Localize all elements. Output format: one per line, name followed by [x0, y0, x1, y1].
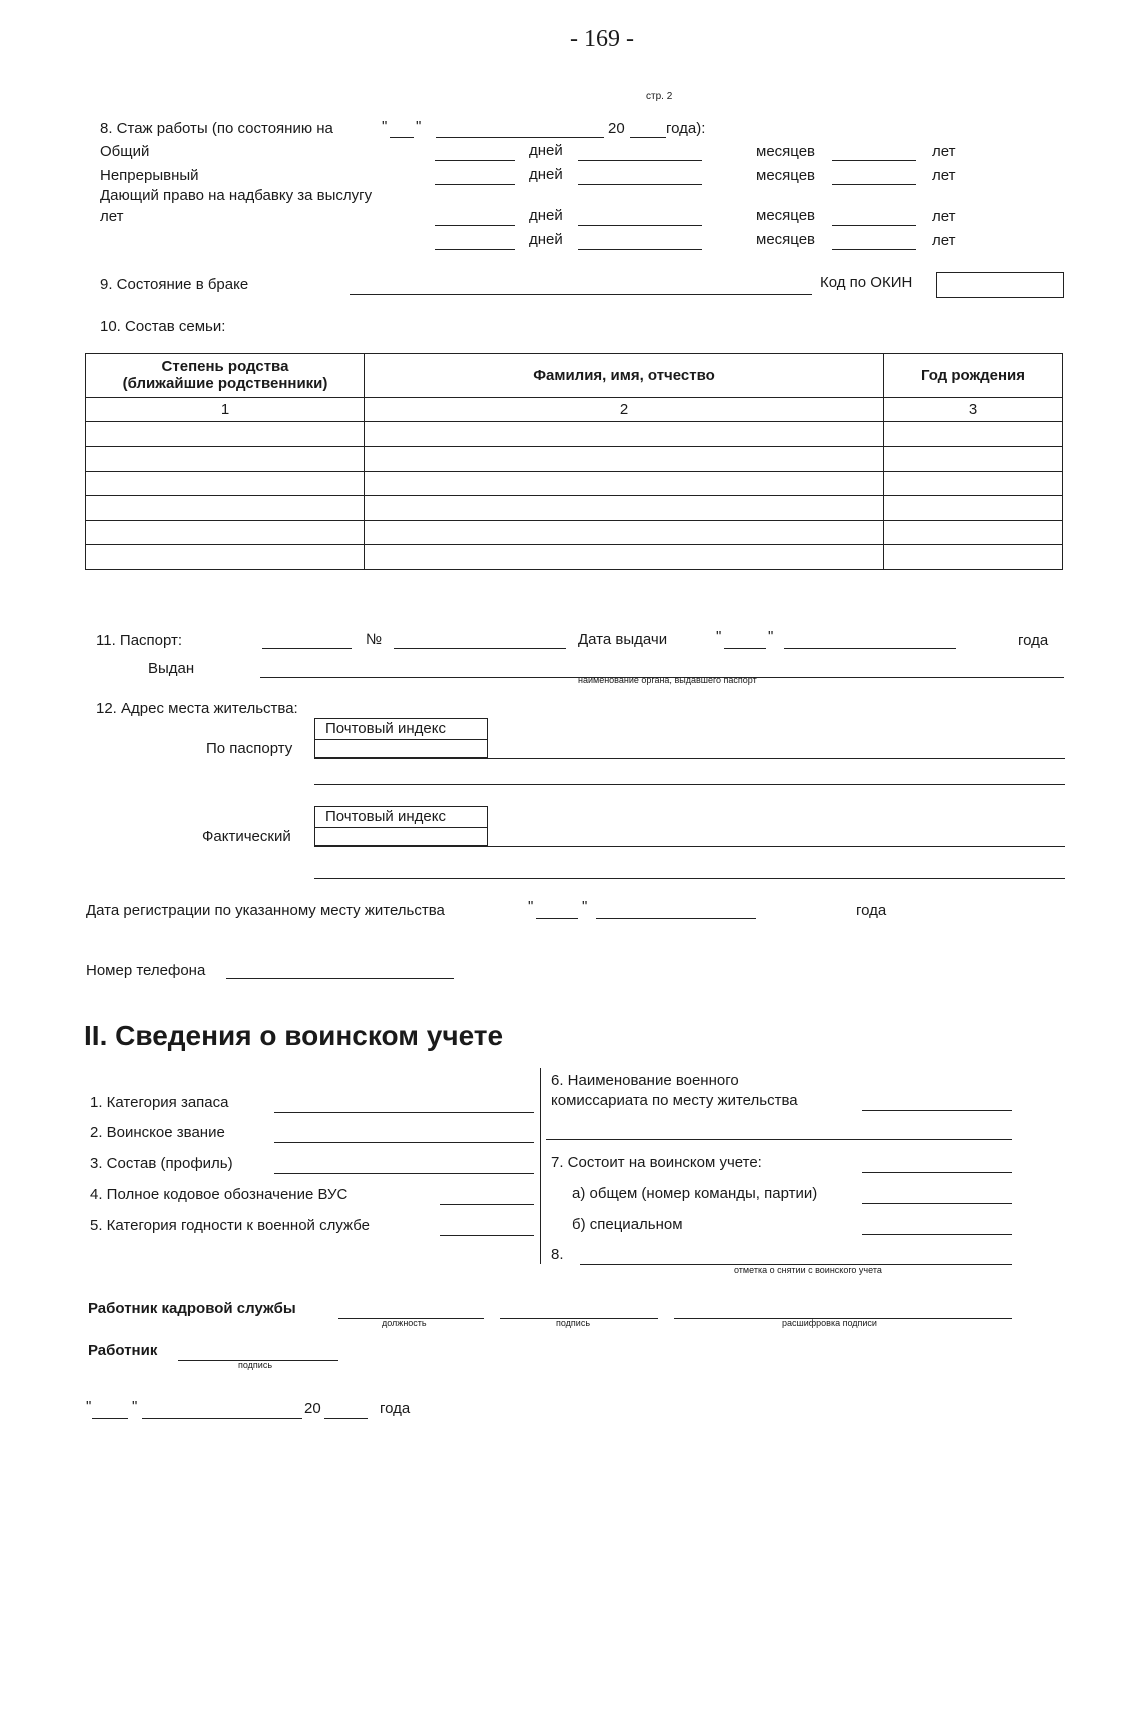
family-label: 10. Состав семьи:: [100, 318, 226, 335]
seniority-continuous-field[interactable]: [435, 168, 515, 185]
family-cell[interactable]: [365, 520, 884, 545]
table-row: [86, 471, 1063, 496]
family-cell[interactable]: [884, 471, 1063, 496]
section8-year-field[interactable]: [630, 121, 666, 138]
seniority-total-months: месяцев: [756, 143, 816, 160]
table-row: [86, 545, 1063, 570]
family-index-2: 2: [365, 397, 884, 422]
section2-title: [84, 1020, 503, 1052]
address-actual-line-1[interactable]: [314, 830, 1065, 847]
seniority-total-months-field[interactable]: [832, 144, 916, 161]
seniority-bonus-label: Дающий право на надбавку за выслугу: [100, 187, 373, 204]
table-row: [86, 520, 1063, 545]
marital-status-field[interactable]: [350, 278, 812, 295]
seniority-continuous-label: Непрерывный: [100, 167, 199, 184]
section2-numeral: II: [84, 1020, 100, 1051]
phone-label: Номер телефона: [86, 962, 206, 979]
family-cell[interactable]: [86, 422, 365, 447]
military-registration-label: 7. Состоит на воинском учете:: [551, 1154, 762, 1171]
section2-separator: .: [99, 1020, 108, 1051]
family-cell[interactable]: [365, 545, 884, 570]
sign-date-quote-open: ": [86, 1398, 92, 1415]
family-cell[interactable]: [86, 545, 365, 570]
family-cell[interactable]: [884, 422, 1063, 447]
seniority-continuous-months-field[interactable]: [832, 168, 916, 185]
family-cell[interactable]: [884, 545, 1063, 570]
sign-date-month-field[interactable]: [142, 1402, 302, 1419]
seniority-continuous-days-field[interactable]: [578, 168, 702, 185]
special-registration-field[interactable]: [862, 1218, 1012, 1235]
passport-issue-date-label: Дата выдачи: [578, 631, 668, 648]
hr-decoding-field[interactable]: [674, 1302, 1012, 1319]
seniority-bonus-years: лет: [932, 208, 956, 225]
registration-quote-open: ": [528, 898, 534, 915]
military-registration-field[interactable]: [862, 1156, 1012, 1173]
passport-quote-close: ": [768, 628, 774, 645]
section8-year-prefix: 20: [608, 120, 625, 137]
registration-year-label: года: [856, 902, 887, 919]
seniority-bonus-months-field[interactable]: [832, 209, 916, 226]
page-subnumber: стр. 2: [646, 91, 673, 102]
sign-date-year-label: года: [380, 1400, 411, 1417]
passport-number-field[interactable]: [394, 632, 566, 649]
seniority-extra-field[interactable]: [435, 233, 515, 250]
family-cell[interactable]: [884, 447, 1063, 472]
family-table-index-row: [86, 397, 1063, 422]
table-row: [86, 447, 1063, 472]
page-number: - 169 -: [570, 26, 634, 52]
passport-issued-by-caption: наименование органа, выдавшего паспорт: [578, 675, 757, 685]
passport-issue-month-field[interactable]: [784, 632, 956, 649]
seniority-extra-days: дней: [529, 231, 563, 248]
section8-quote-open: ": [382, 118, 388, 135]
family-cell[interactable]: [86, 447, 365, 472]
seniority-continuous-days: дней: [529, 166, 563, 183]
hr-position-caption: должность: [382, 1318, 427, 1328]
family-cell[interactable]: [365, 471, 884, 496]
family-header-name: Фамилия, имя, отчество: [365, 354, 884, 398]
actual-postal-label: Почтовый индекс: [325, 808, 446, 825]
address-label: 12. Адрес места жительства:: [96, 700, 298, 717]
address-actual-label: Фактический: [202, 828, 291, 845]
registration-label: Дата регистрации по указанному месту жительства: [86, 902, 445, 919]
composition-field[interactable]: [274, 1157, 534, 1174]
okin-code-box[interactable]: [936, 272, 1064, 298]
family-cell[interactable]: [365, 422, 884, 447]
passport-issue-day-field[interactable]: [724, 632, 766, 649]
vus-code-field[interactable]: [440, 1188, 534, 1205]
passport-postal-label: Почтовый индекс: [325, 720, 446, 737]
section2-title-text: Сведения о воинском учете: [115, 1020, 504, 1051]
registration-quote-close: ": [582, 898, 588, 915]
seniority-total-label: Общий: [100, 143, 150, 160]
family-header-birth-year: Год рождения: [884, 354, 1063, 398]
seniority-extra-years: лет: [932, 232, 956, 249]
seniority-bonus-days: дней: [529, 207, 563, 224]
family-header-relation: [86, 354, 365, 398]
family-header-relation-line2: (ближайшие родственники): [122, 375, 328, 393]
address-passport-label: По паспорту: [206, 740, 293, 757]
seniority-continuous-months: месяцев: [756, 167, 816, 184]
family-cell[interactable]: [884, 496, 1063, 521]
family-index-3: 3: [884, 397, 1063, 422]
section2-column-divider: [540, 1068, 541, 1264]
deregistration-label: 8.: [551, 1246, 564, 1263]
special-registration-label: б) специальном: [572, 1216, 683, 1233]
section8-year-suffix: года):: [666, 120, 706, 137]
seniority-total-days-field[interactable]: [578, 144, 702, 161]
postal-box-divider: [315, 739, 487, 740]
worker-signature-field[interactable]: [178, 1344, 338, 1361]
sign-date-quote-close: ": [132, 1398, 138, 1415]
military-rank-field[interactable]: [274, 1126, 534, 1143]
section8-day-field[interactable]: [390, 121, 414, 138]
table-row: [86, 496, 1063, 521]
family-cell[interactable]: [365, 447, 884, 472]
deregistration-caption: отметка о снятии с воинского учета: [734, 1265, 882, 1275]
family-header-relation-line1: Степень родства: [161, 358, 289, 376]
address-passport-line-1[interactable]: [314, 742, 1065, 759]
passport-series-field[interactable]: [262, 632, 352, 649]
family-cell[interactable]: [86, 496, 365, 521]
registration-day-field[interactable]: [536, 902, 578, 919]
worker-label: Работник: [88, 1342, 158, 1359]
commissariat-label-2: комиссариата по месту жительства: [551, 1092, 798, 1109]
hr-position-field[interactable]: [338, 1302, 484, 1319]
seniority-extra-months-field[interactable]: [832, 233, 916, 250]
postal-box-divider: [315, 827, 487, 828]
section8-quote-close: ": [416, 118, 422, 135]
family-table-header: [86, 354, 1063, 398]
address-passport-line-2[interactable]: [314, 768, 1065, 785]
passport-number-sign: №: [366, 631, 383, 648]
fitness-category-field[interactable]: [440, 1219, 534, 1236]
okin-label: Код по ОКИН: [820, 274, 913, 291]
family-cell[interactable]: [86, 520, 365, 545]
general-registration-label: а) общем (номер команды, партии): [572, 1185, 818, 1202]
passport-quote-open: ": [716, 628, 722, 645]
family-cell[interactable]: [884, 520, 1063, 545]
family-cell[interactable]: [365, 496, 884, 521]
seniority-total-field[interactable]: [435, 144, 515, 161]
hr-worker-label: Работник кадровой службы: [88, 1300, 296, 1317]
reserve-category-label: 1. Категория запаса: [90, 1094, 229, 1111]
family-index-1: 1: [86, 397, 365, 422]
family-table: [85, 353, 1063, 570]
hr-signature-field[interactable]: [500, 1302, 658, 1319]
commissariat-label-1: 6. Наименование военного: [551, 1072, 739, 1089]
table-row: [86, 422, 1063, 447]
seniority-bonus-label-2: лет: [100, 208, 124, 225]
registration-month-field[interactable]: [596, 902, 756, 919]
phone-field[interactable]: [226, 962, 454, 979]
family-cell[interactable]: [86, 471, 365, 496]
seniority-extra-days-field[interactable]: [578, 233, 702, 250]
composition-label: 3. Состав (профиль): [90, 1155, 233, 1172]
seniority-bonus-field[interactable]: [435, 209, 515, 226]
commissariat-field-1[interactable]: [862, 1094, 1012, 1111]
sign-date-day-field[interactable]: [92, 1402, 128, 1419]
sign-date-year-prefix: 20: [304, 1400, 321, 1417]
passport-year-label: года: [1018, 632, 1049, 649]
commissariat-field-2[interactable]: [546, 1123, 1012, 1140]
military-rank-label: 2. Воинское звание: [90, 1124, 225, 1141]
marital-status-label: 9. Состояние в браке: [100, 276, 249, 293]
hr-decoding-caption: расшифровка подписи: [782, 1318, 877, 1328]
reserve-category-field[interactable]: [274, 1096, 534, 1113]
passport-issued-by-label: Выдан: [148, 660, 195, 677]
seniority-extra-months: месяцев: [756, 231, 816, 248]
deregistration-field[interactable]: [580, 1248, 1012, 1265]
seniority-total-days: дней: [529, 142, 563, 159]
section8-month-field[interactable]: [436, 121, 604, 138]
worker-signature-caption: подпись: [238, 1360, 273, 1370]
passport-label: 11. Паспорт:: [96, 632, 183, 649]
section8-title: 8. Стаж работы (по состоянию на: [100, 120, 333, 137]
vus-code-label: 4. Полное кодовое обозначение ВУС: [90, 1186, 348, 1203]
seniority-bonus-months: месяцев: [756, 207, 816, 224]
hr-signature-caption: подпись: [556, 1318, 591, 1328]
address-actual-line-2[interactable]: [314, 862, 1065, 879]
seniority-total-years: лет: [932, 143, 956, 160]
seniority-continuous-years: лет: [932, 167, 956, 184]
sign-date-year-field[interactable]: [324, 1402, 368, 1419]
seniority-bonus-days-field[interactable]: [578, 209, 702, 226]
fitness-category-label: 5. Категория годности к военной службе: [90, 1217, 370, 1234]
general-registration-field[interactable]: [862, 1187, 1012, 1204]
